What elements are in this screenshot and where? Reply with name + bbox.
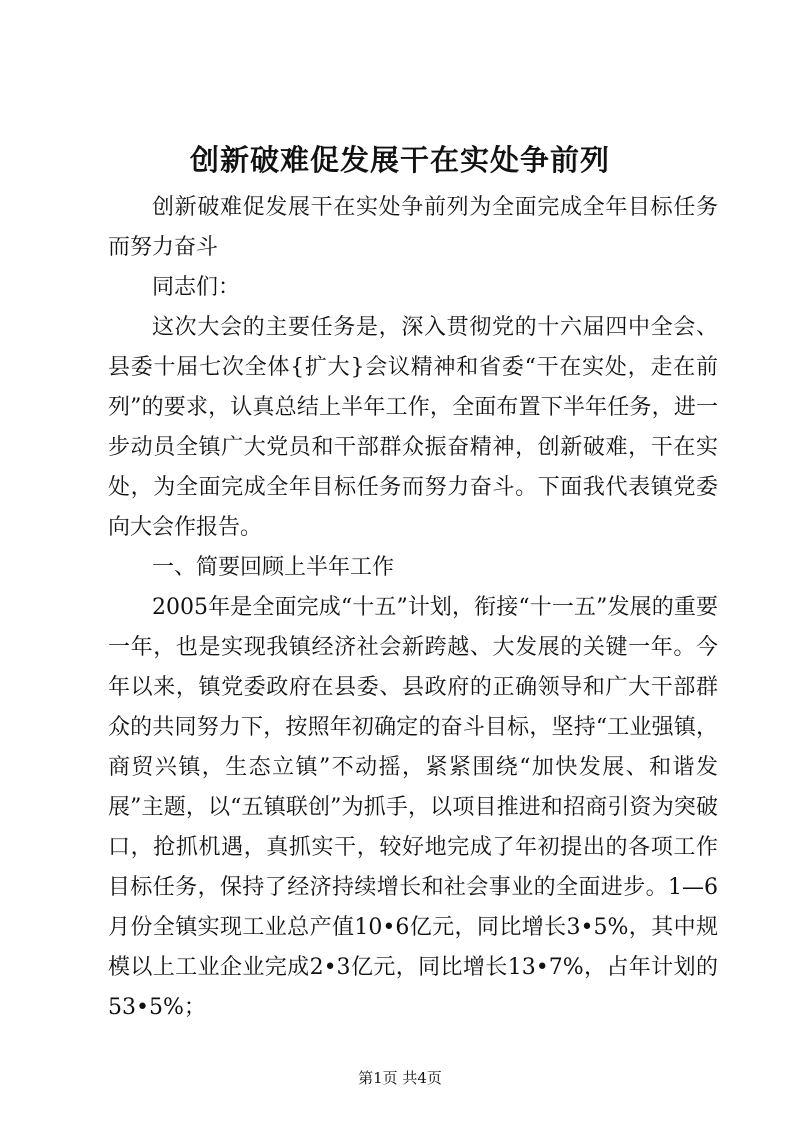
document-body <box>108 188 718 1028</box>
intro-paragraph: 这次大会的主要任务是，深入贯彻党的十六届四中全会、县委十届七次全体{扩大}会议精神和省委“干在实处，走在前列”的要求，认真总结上半年工作，全面布置下半年任务，进一步动员全镇广大党员和干部群众振奋精神，创新破难，干在实处，为全面完成全年目标任务而努力奋斗。下面我代表镇党委向大会作报告。 <box>108 315 718 540</box>
document-title: 创新破难促发展干在实处争前列 <box>189 143 610 177</box>
section-heading: 一、简要回顾上半年工作 <box>152 555 395 580</box>
review-paragraph: 2005年是全面完成“十五”计划，衔接“十一五”发展的重要一年，也是实现我镇经济社会新跨越、大发展的关键一年。今年以来，镇党委政府在县委、县政府的正确领导和广大干部群众的共同努力下，按照年初确定的奋斗目标，坚持“工业强镇，商贸兴镇，生态立镇”不动摇，紧紧围绕“加快发展、和谐发展”主题，以“五镇联创”为抓手，以项目推进和招商引资为突破口，抢抓机遇，真抓实干，较好地完成了年初提出的各项工作目标任务，保持了经济持续增长和社会事业的全面进步。1—6月份全镇实现工业总产值10•6亿元，同比增长3•5%，其中规模以上工业企业完成2•3亿元，同比增长13•7%，占年计划的53•5%； <box>108 595 718 1020</box>
salutation-paragraph: 同志们： <box>152 275 241 300</box>
subtitle-paragraph: 创新破难促发展干在实处争前列为全面完成全年目标任务而努力奋斗 <box>108 195 718 260</box>
page-footer: 第1页 共4页 <box>358 1069 442 1087</box>
